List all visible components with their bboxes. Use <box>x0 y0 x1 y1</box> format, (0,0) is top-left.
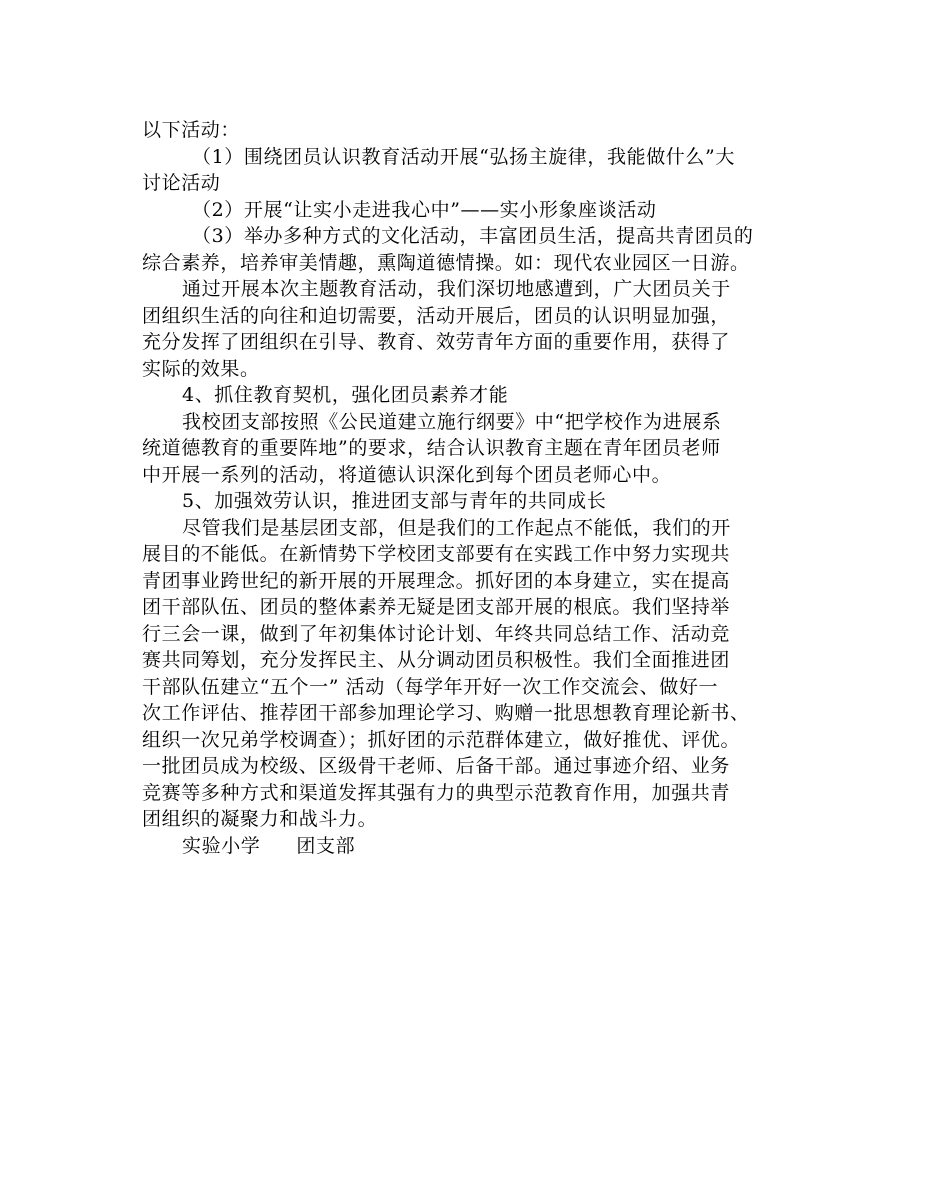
text-line: 青团事业跨世纪的新开展的开展理念。抓好团的本身建立，实在提高 <box>142 569 731 592</box>
text-line: （1）围绕团员认识教育活动开展“弘扬主旋律，我能做什么”大 <box>192 145 735 168</box>
text-line: 以下活动： <box>142 119 241 141</box>
text-line: 充分发挥了团组织在引导、教育、效劳青年方面的重要作用，获得了 <box>142 331 731 353</box>
text-line: 我校团支部按照《公民道建立施行纲要》中“把学校作为进展系 <box>182 410 722 433</box>
text-line: 团组织的凝聚力和战斗力。 <box>142 808 378 830</box>
text-line: 展目的不能低。在新情势下学校团支部要有在实践工作中努力实现共 <box>142 543 731 565</box>
text-line: 综合素养，培养审美情趣，熏陶道德情操。如：现代农业园区一日游。 <box>142 251 750 274</box>
text-line: （3）举办多种方式的文化活动，丰富团员生活，提高共青团员的 <box>192 225 754 247</box>
section-heading: 5、加强效劳认识，推进团支部与青年的共同成长 <box>182 490 607 512</box>
text-line: 尽管我们是基层团支部，但是我们的工作起点不能低，我们的开 <box>182 516 731 539</box>
text-line: 实际的效果。 <box>142 357 260 380</box>
text-line: 通过开展本次主题教育活动，我们深切地感遭到，广大团员关于 <box>182 278 731 300</box>
signature-branch: 团支部 <box>296 834 356 857</box>
text-line: 团干部队伍、团员的整体素养无疑是团支部开展的根底。我们坚持举 <box>142 596 731 618</box>
text-line: 竞赛等多种方式和渠道发挥其强有力的典型示范教育作用，加强共青 <box>142 781 731 804</box>
signature <box>142 833 822 860</box>
text-line: 干部队伍建立“五个一” 活动（每学年开好一次工作交流会、做好一 <box>142 675 719 698</box>
text-line: 团组织生活的向往和迫切需要，活动开展后，团员的认识明显加强， <box>142 304 731 327</box>
text-line: 赛共同筹划，充分发挥民主、从分调动团员积极性。我们全面推进团 <box>142 649 731 671</box>
text-line: （2）开展“让实小走进我心中”——实小形象座谈活动 <box>192 198 657 221</box>
text-line: 讨论活动 <box>142 172 221 194</box>
text-line: 行三会一课，做到了年初集体讨论计划、年终共同总结工作、活动竞 <box>142 622 731 645</box>
text-line: 一批团员成为校级、区级骨干老师、后备干部。通过事迹介绍、业务 <box>142 755 731 777</box>
text-line: 组织一次兄弟学校调查）；抓好团的示范群体建立，做好推优、评优。 <box>142 728 741 751</box>
document-body <box>142 117 822 859</box>
text-line: 统道德教育的重要阵地”的要求，结合认识教育主题在青年团员老师 <box>142 437 721 459</box>
text-line: 中开展一系列的活动，将道德认识深化到每个团员老师心中。 <box>142 463 672 486</box>
text-line: 次工作评估、推荐团干部参加理论学习、购赠一批思想教育理论新书、 <box>142 702 750 724</box>
section-heading: 4、抓住教育契机，强化团员素养才能 <box>182 384 509 406</box>
signature-school: 实验小学 <box>182 834 261 857</box>
